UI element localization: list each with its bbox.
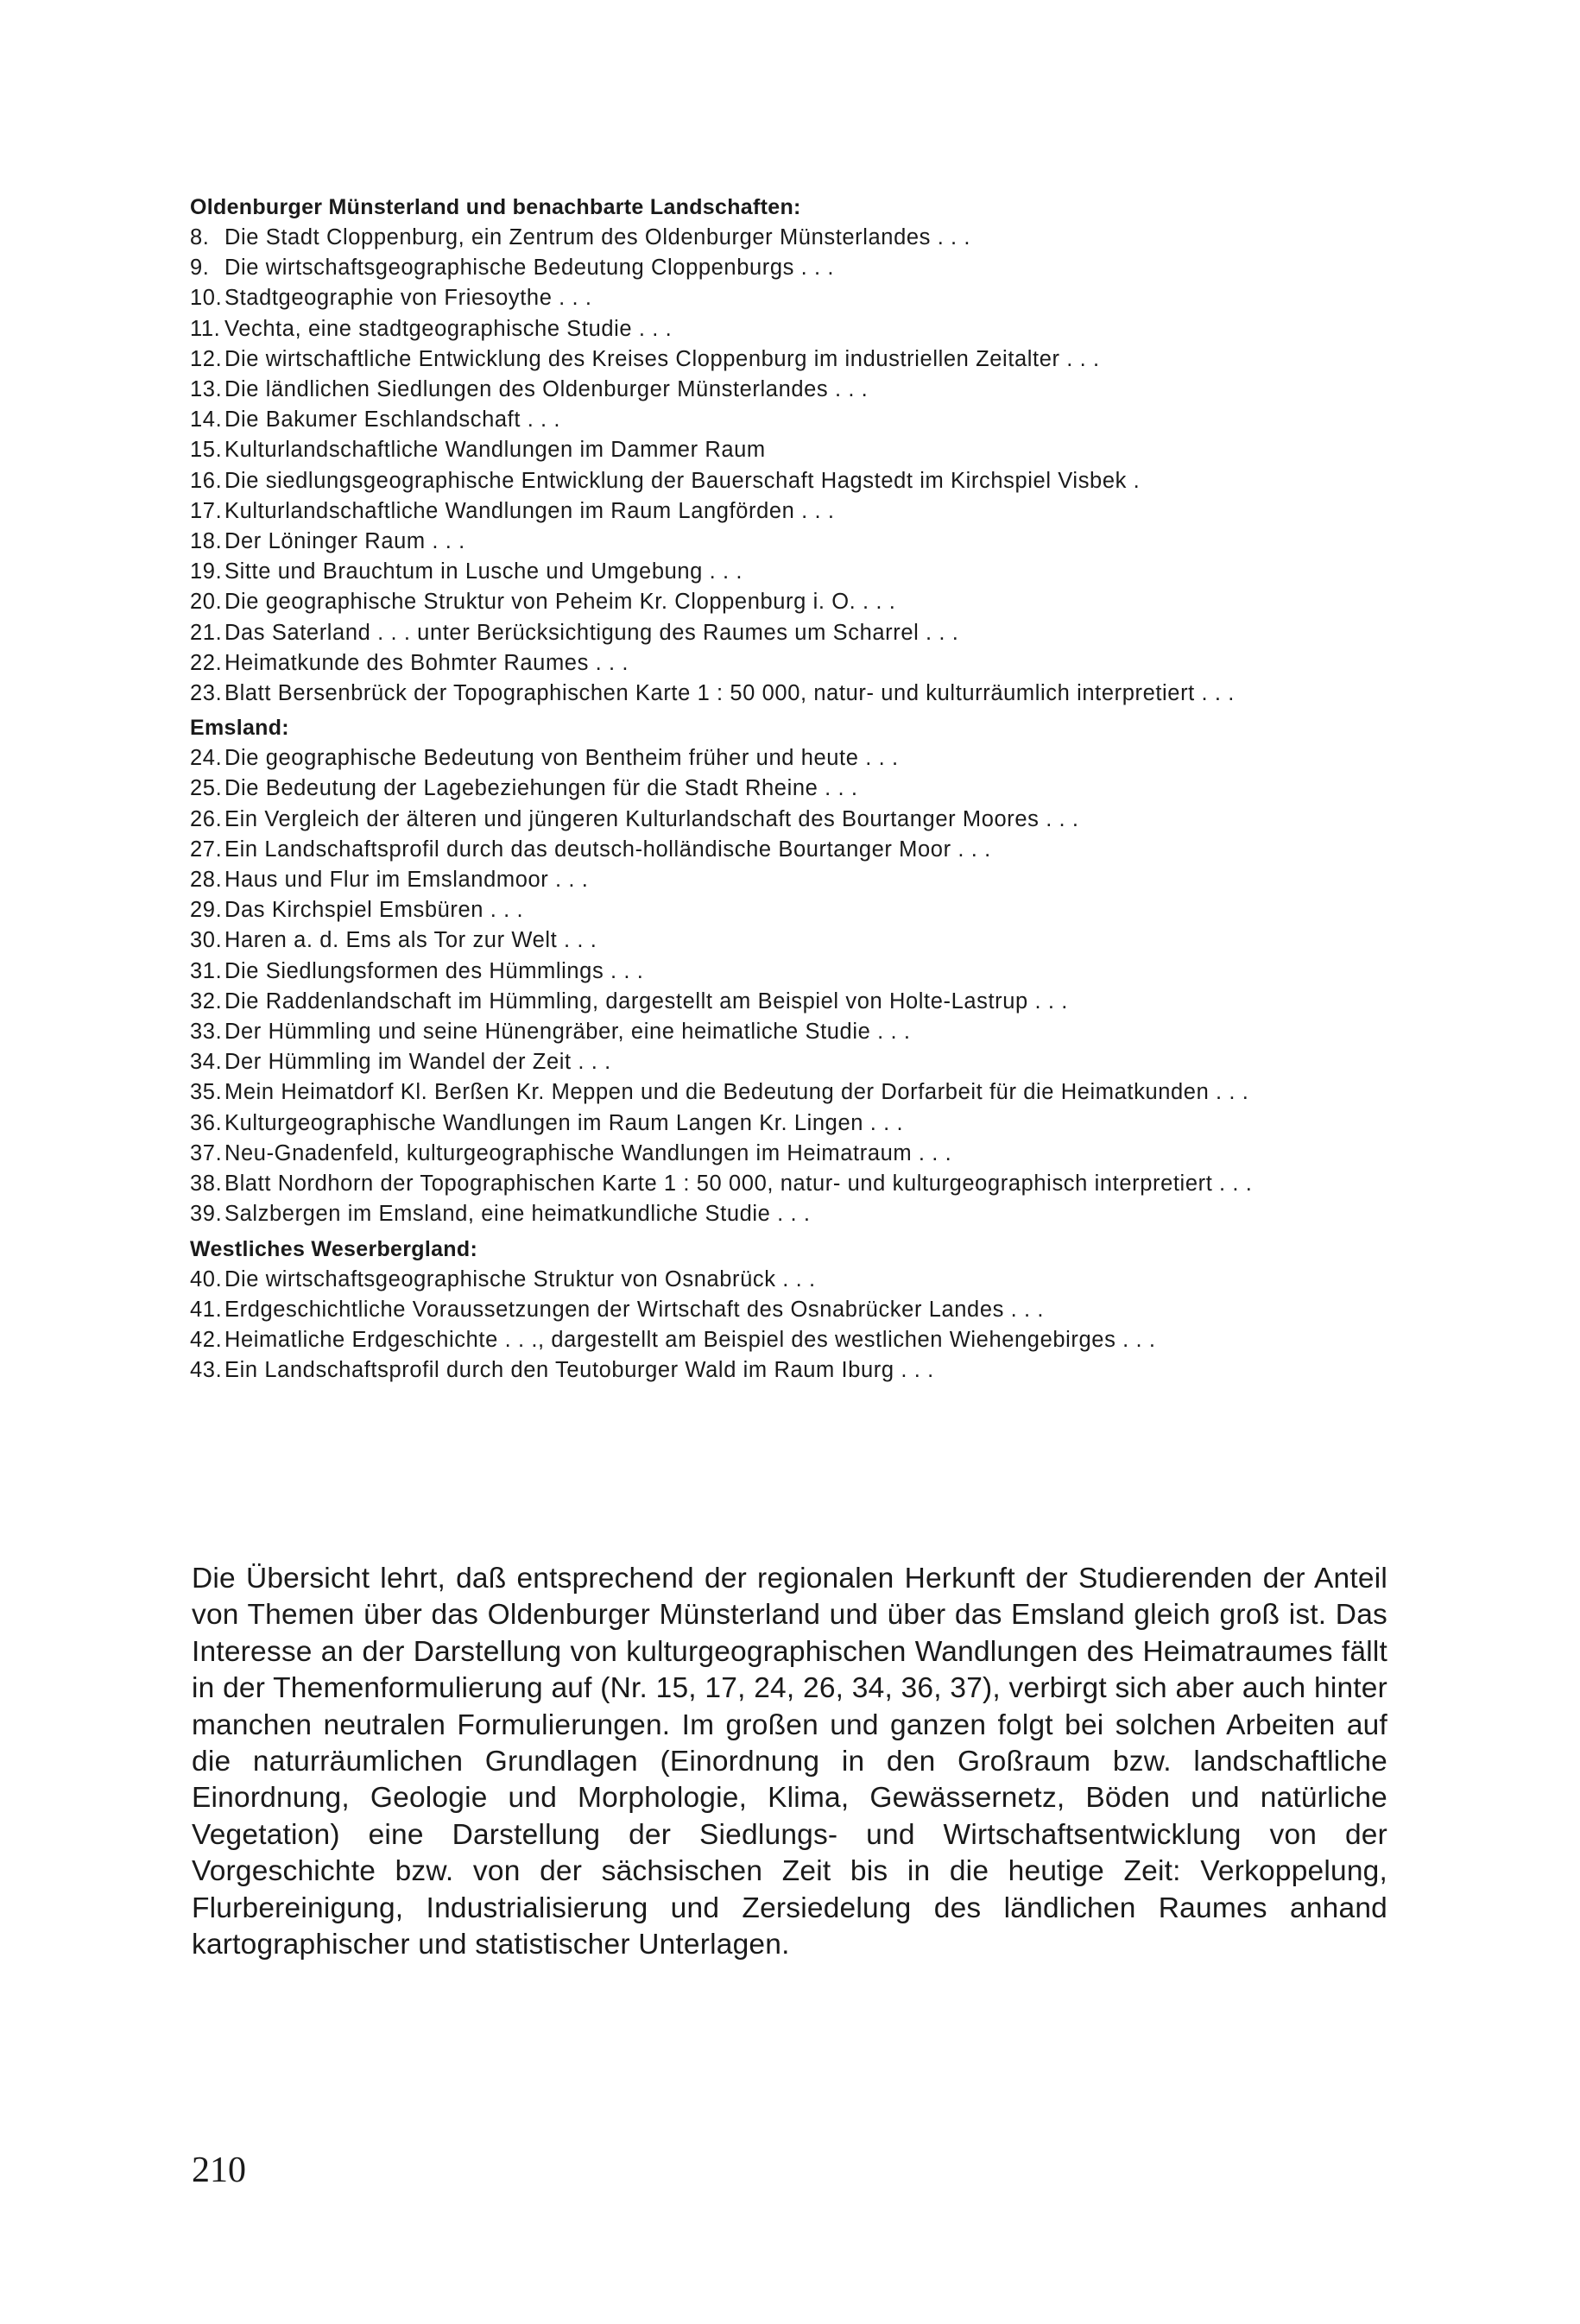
entry-number: 39. [190, 1202, 223, 1227]
entry-number: 37. [190, 1140, 223, 1165]
entry-number: 14. [190, 407, 223, 433]
entry-number: 40. [190, 1266, 223, 1291]
entry-title: Ein Landschaftsprofil durch den Teutoburger Wald im Raum Iburg . . . [224, 1358, 934, 1383]
list-item [190, 527, 1399, 557]
entry-title: Die ländlichen Siedlungen des Oldenburger Münsterlandes . . . [224, 377, 869, 402]
list-item [190, 435, 1399, 465]
entry-number: 11. [190, 316, 221, 341]
entry-number: 38. [190, 1171, 223, 1197]
list-item [190, 805, 1399, 835]
entry-title: Ein Vergleich der älteren und jüngeren Kulturlandschaft des Bourtanger Moores . . . [224, 806, 1079, 831]
list-item [190, 1108, 1399, 1139]
list-item [190, 1077, 1399, 1108]
entries-emsland [190, 743, 1399, 1229]
list-item [190, 1325, 1399, 1355]
entry-number: 16. [190, 468, 223, 493]
list-item [190, 618, 1399, 648]
entry-title: Die Raddenlandschaft im Hümmling, dargestellt am Beispiel von Holte-Lastrup . . . [224, 988, 1068, 1014]
entry-number: 15. [190, 438, 223, 463]
entry-title: Heimatliche Erdgeschichte . . ., dargestellt am Beispiel des westlichen Wiehengebirges . . . [224, 1327, 1156, 1352]
list-item [190, 743, 1399, 774]
list-item [190, 587, 1399, 617]
list-item [190, 1265, 1399, 1295]
entry-number: 42. [190, 1327, 223, 1352]
entry-title: Stadtgeographie von Friesoythe . . . [224, 286, 592, 311]
entry-number: 30. [190, 928, 223, 953]
list-item [190, 1169, 1399, 1199]
entry-title: Sitte und Brauchtum in Lusche und Umgebung . . . [224, 559, 743, 584]
entries-oldenburger-muensterland [190, 223, 1399, 709]
list-item [190, 1355, 1399, 1386]
body-paragraph: Die Übersicht lehrt, daß entsprechend der regionalen Herkunft der Studierenden der Anteil von Themen über das Oldenburger Münsterland und über das Emsland gleich groß ist. Das Interesse an der Darstellung von kulturgeographischen Wandlungen des Heimatraumes fällt in der Themenformulierung auf (Nr. 15, 17, 24, 26, 34, 36, 37), verbirgt sich aber auch hinter manchen neutralen Formulierungen. Im großen und ganzen folgt bei solchen Arbeiten auf die naturräumlichen Grundlagen (Einordnung in den Großraum bzw. landschaftliche Einordnung, Geologie und Morphologie, Klima, Gewässernetz, Böden und natürliche Vegetation) eine Darstellung der Siedlungs- und Wirtschaftsentwicklung von der Vorgeschichte bzw. von der sächsischen Zeit bis in die heutige Zeit: Verkoppelung, Flurbereinigung, Industrialisierung und Zersiedelung des ländlichen Raumes anhand kartographischer und statistischer Unterlagen. [192, 1563, 1387, 1961]
entry-title: Der Löninger Raum . . . [224, 529, 465, 554]
list-item [190, 283, 1399, 313]
section-heading-emsland: Emsland: [190, 716, 289, 741]
entry-title: Erdgeschichtliche Voraussetzungen der Wirtschaft des Osnabrücker Landes . . . [224, 1297, 1045, 1322]
entry-title: Die Bedeutung der Lagebeziehungen für die Stadt Rheine . . . [224, 776, 858, 801]
entry-number: 10. [190, 286, 223, 311]
thesis-topic-list [190, 192, 1399, 1386]
entry-title: Heimatkunde des Bohmter Raumes . . . [224, 650, 629, 675]
entry-number: 27. [190, 837, 223, 862]
entry-number: 34. [190, 1050, 223, 1075]
list-item [190, 375, 1399, 405]
entry-title: Kulturlandschaftliche Wandlungen im Dammer Raum [224, 438, 766, 463]
page-number: 210 [192, 2150, 246, 2190]
entry-number: 9. [190, 256, 210, 281]
section-heading-westliches-weserbergland: Westliches Weserbergland: [190, 1236, 478, 1261]
entry-number: 22. [190, 650, 223, 675]
list-item [190, 496, 1399, 527]
entry-title: Mein Heimatdorf Kl. Berßen Kr. Meppen und die Bedeutung der Dorfarbeit für die Heimatkunden . . . [224, 1080, 1249, 1105]
list-item [190, 865, 1399, 895]
list-item [190, 987, 1399, 1017]
entry-number: 21. [190, 620, 223, 645]
entry-title: Das Kirchspiel Emsbüren . . . [224, 898, 524, 923]
entry-title: Neu-Gnadenfeld, kulturgeographische Wandlungen im Heimatraum . . . [224, 1140, 952, 1165]
list-item [190, 774, 1399, 804]
entries-westliches-weserbergland [190, 1265, 1399, 1386]
list-item [190, 253, 1399, 283]
entry-title: Kulturgeographische Wandlungen im Raum Langen Kr. Lingen . . . [224, 1110, 904, 1135]
entry-title: Kulturlandschaftliche Wandlungen im Raum Langförden . . . [224, 498, 835, 523]
entry-title: Blatt Nordhorn der Topographischen Karte 1 : 50 000, natur- und kulturgeographisch interpretiert . . . [224, 1171, 1253, 1197]
entry-title: Die wirtschaftliche Entwicklung des Kreises Cloppenburg im industriellen Zeitalter . . . [224, 346, 1100, 371]
list-item [190, 835, 1399, 865]
entry-number: 18. [190, 529, 223, 554]
entry-number: 31. [190, 958, 223, 983]
entry-number: 20. [190, 590, 223, 615]
entry-number: 8. [190, 225, 210, 249]
list-item [190, 1017, 1399, 1047]
list-item [190, 405, 1399, 435]
entry-number: 33. [190, 1020, 223, 1045]
list-item [190, 1047, 1399, 1077]
entry-title: Die Siedlungsformen des Hümmlings . . . [224, 958, 644, 983]
list-item [190, 466, 1399, 496]
entry-number: 41. [190, 1297, 223, 1322]
entry-title: Die siedlungsgeographische Entwicklung der Bauerschaft Hagstedt im Kirchspiel Visbek . [224, 468, 1141, 493]
entry-title: Haren a. d. Ems als Tor zur Welt . . . [224, 928, 597, 953]
list-item [190, 679, 1399, 709]
list-item [190, 1199, 1399, 1229]
entry-number: 28. [190, 868, 223, 893]
entry-number: 13. [190, 377, 223, 402]
entry-number: 12. [190, 346, 223, 371]
entry-number: 43. [190, 1358, 223, 1383]
entry-number: 23. [190, 681, 223, 706]
list-item [190, 223, 1399, 253]
list-item [190, 925, 1399, 956]
entry-title: Salzbergen im Emsland, eine heimatkundliche Studie . . . [224, 1202, 811, 1227]
entry-title: Der Hümmling und seine Hünengräber, eine heimatliche Studie . . . [224, 1020, 911, 1045]
entry-number: 26. [190, 806, 223, 831]
entry-number: 35. [190, 1080, 223, 1105]
entry-title: Die wirtschaftsgeographische Bedeutung Cloppenburgs . . . [224, 256, 835, 281]
entry-title: Die Stadt Cloppenburg, ein Zentrum des Oldenburger Münsterlandes . . . [224, 225, 971, 249]
list-item [190, 895, 1399, 925]
entry-title: Haus und Flur im Emslandmoor . . . [224, 868, 589, 893]
section-heading-oldenburger-muensterland: Oldenburger Münsterland und benachbarte Landschaften: [190, 195, 801, 219]
entry-title: Die wirtschaftsgeographische Struktur von Osnabrück . . . [224, 1266, 816, 1291]
entry-title: Die geographische Struktur von Peheim Kr. Cloppenburg i. O. . . . [224, 590, 896, 615]
entry-title: Die Bakumer Eschlandschaft . . . [224, 407, 561, 433]
entry-number: 17. [190, 498, 223, 523]
entry-title: Blatt Bersenbrück der Topographischen Karte 1 : 50 000, natur- und kulturräumlich interpretiert . . . [224, 681, 1235, 706]
entry-title: Die geographische Bedeutung von Bentheim früher und heute . . . [224, 746, 899, 771]
entry-title: Das Saterland . . . unter Berücksichtigung des Raumes um Scharrel . . . [224, 620, 959, 645]
entry-number: 29. [190, 898, 223, 923]
entry-number: 19. [190, 559, 223, 584]
list-item [190, 1295, 1399, 1325]
list-item [190, 1139, 1399, 1169]
list-item [190, 344, 1399, 375]
entry-number: 32. [190, 988, 223, 1014]
list-item [190, 648, 1399, 679]
entry-number: 24. [190, 746, 223, 771]
entry-number: 25. [190, 776, 223, 801]
entry-title: Der Hümmling im Wandel der Zeit . . . [224, 1050, 611, 1075]
entry-title: Ein Landschaftsprofil durch das deutsch-holländische Bourtanger Moor . . . [224, 837, 991, 862]
list-item [190, 314, 1399, 344]
list-item [190, 557, 1399, 587]
entry-number: 36. [190, 1110, 223, 1135]
entry-title: Vechta, eine stadtgeographische Studie . . . [224, 316, 673, 341]
list-item [190, 957, 1399, 987]
